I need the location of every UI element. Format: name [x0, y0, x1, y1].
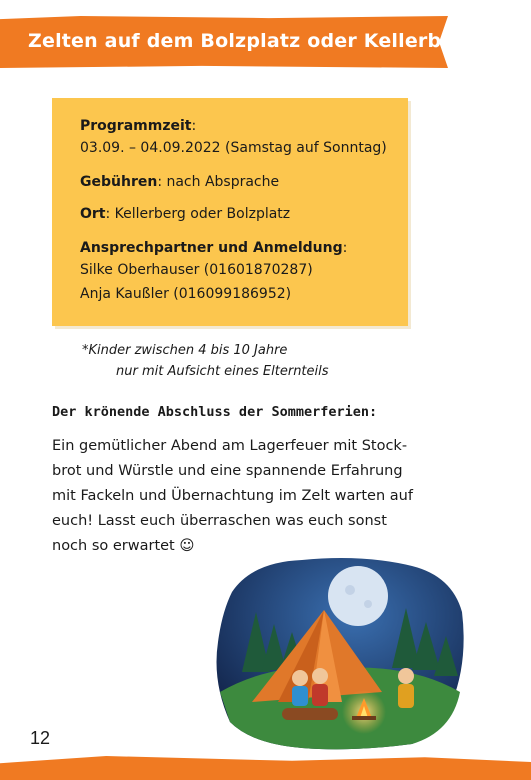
body-line-4: euch! Lasst euch überraschen was euch sonst	[52, 513, 387, 529]
kontakt-1: Silke Oberhauser (01601870287)	[80, 262, 313, 278]
note-line-1: *Kinder zwischen 4 bis 10 Jahre	[82, 343, 288, 358]
note-line-2: nur mit Aufsicht eines Elternteils	[116, 364, 329, 379]
camping-illustration	[212, 552, 468, 752]
moon	[328, 566, 388, 626]
programmzeit-label-line: Programmzeit:	[80, 118, 197, 134]
gebuehren-label: Gebühren	[80, 174, 158, 190]
kontakt-label-line: Ansprechpartner und Anmeldung:	[80, 240, 348, 256]
gebuehren-value: nach Absprache	[166, 174, 280, 190]
kontakt-2: Anja Kaußler (016099186952)	[80, 286, 292, 302]
body-line-1: Ein gemütlicher Abend am Lagerfeuer mit Stock-	[52, 438, 408, 454]
gebuehren-line: Gebühren: nach Absprache	[80, 174, 280, 190]
kontakt-label: Ansprechpartner und Anmeldung	[80, 240, 343, 256]
body-line-2: brot und Würstle und eine spannende Erfahrung	[52, 463, 403, 479]
section-heading: Der krönende Abschluss der Sommerferien:	[52, 404, 378, 420]
footer-bar	[0, 756, 531, 780]
body-line-5: noch so erwartet ☺	[52, 538, 195, 554]
programmzeit-value: 03.09. – 04.09.2022 (Samstag auf Sonntag)	[80, 140, 387, 156]
programmzeit-label: Programmzeit	[80, 118, 192, 134]
campfire	[342, 690, 386, 734]
ort-label: Ort	[80, 206, 106, 222]
ort-value: Kellerberg oder Bolzplatz	[114, 206, 291, 222]
page-number: 12	[30, 728, 51, 748]
ort-line: Ort: Kellerberg oder Bolzplatz	[80, 206, 291, 222]
body-line-3: mit Fackeln und Übernachtung im Zelt warten auf	[52, 488, 413, 504]
page-title: Zelten auf dem Bolzplatz oder Kellerberg	[28, 30, 478, 52]
log	[282, 708, 338, 720]
